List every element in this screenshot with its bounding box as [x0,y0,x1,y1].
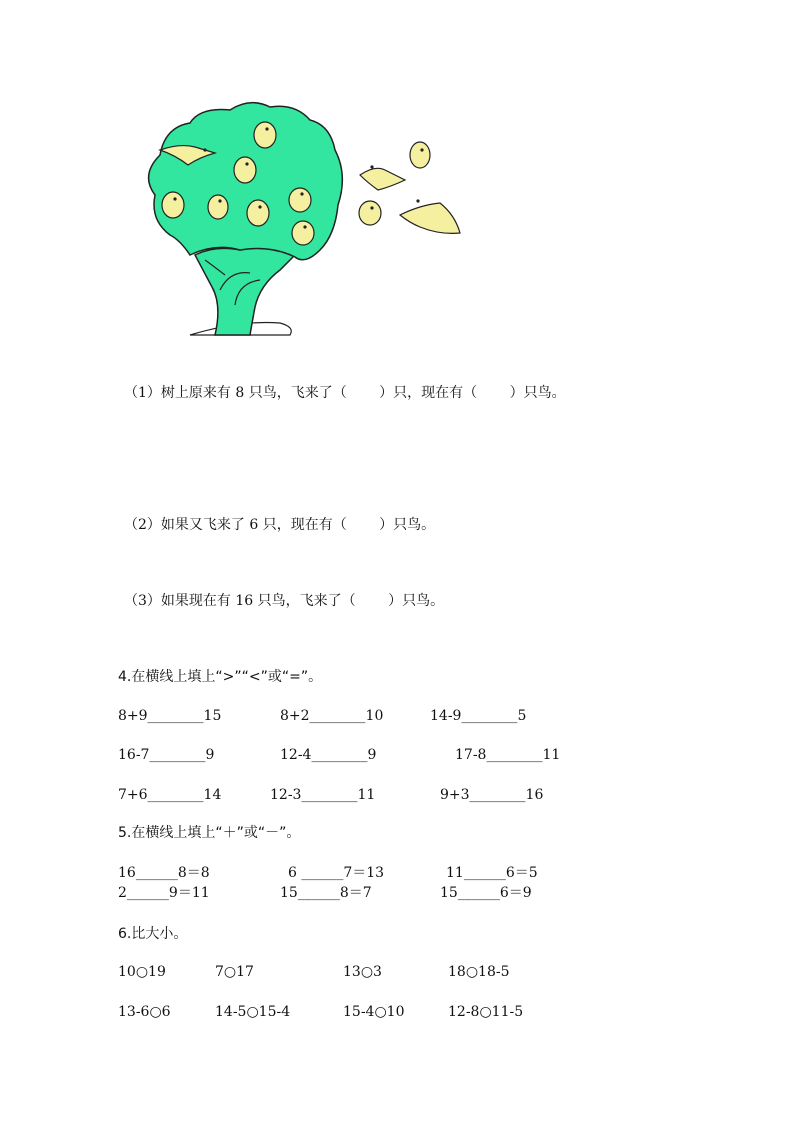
question-1: （1）树上原来有 8 只鸟，飞来了（ ）只，现在有（ ）只鸟。 [124,385,566,401]
s5-r1-c2: 6 ______7＝13 [288,865,385,881]
s6-r1-c1: 10○19 [118,964,166,980]
s4-r2-c2: 12-4________9 [280,747,377,763]
birds-flying [359,142,460,233]
s6-r2-c3: 15-4○10 [343,1004,405,1020]
s6-r1-c2: 7○17 [215,964,254,980]
section-6-title: 6.比大小。 [118,926,188,942]
s5-r1-c1: 16______8＝8 [118,865,210,881]
section-5-title: 5.在横线上填上“＋”或“－”。 [118,825,301,841]
s4-r1-c3: 14-9________5 [430,708,527,724]
s6-r2-c2: 14-5○15-4 [215,1004,291,1020]
s4-r2-c1: 16-7________9 [118,747,215,763]
question-2: （2）如果又飞来了 6 只，现在有（ ）只鸟。 [124,517,436,533]
tree-birds-illustration [120,95,480,345]
s5-r2-c1: 2______9＝11 [118,885,210,901]
s4-r3-c2: 12-3________11 [270,787,376,803]
s4-r1-c1: 8+9________15 [118,708,222,724]
question-3: （3）如果现在有 16 只鸟，飞来了（ ）只鸟。 [124,593,445,609]
s5-r1-c3: 11______6＝5 [446,865,538,881]
s5-r2-c3: 15______6＝9 [440,885,532,901]
tree-trunk [195,247,295,335]
s5-r2-c2: 15______8＝7 [280,885,372,901]
s4-r2-c3: 17-8________11 [455,747,561,763]
s6-r1-c3: 13○3 [343,964,382,980]
s6-r2-c1: 13-6○6 [118,1004,171,1020]
s6-r1-c4: 18○18-5 [448,964,510,980]
s4-r3-c3: 9+3________16 [440,787,544,803]
s6-r2-c4: 12-8○11-5 [448,1004,524,1020]
s4-r1-c2: 8+2________10 [280,708,384,724]
s4-r3-c1: 7+6________14 [118,787,222,803]
section-4-title: 4.在横线上填上“>”“<”或“=”。 [118,669,323,685]
